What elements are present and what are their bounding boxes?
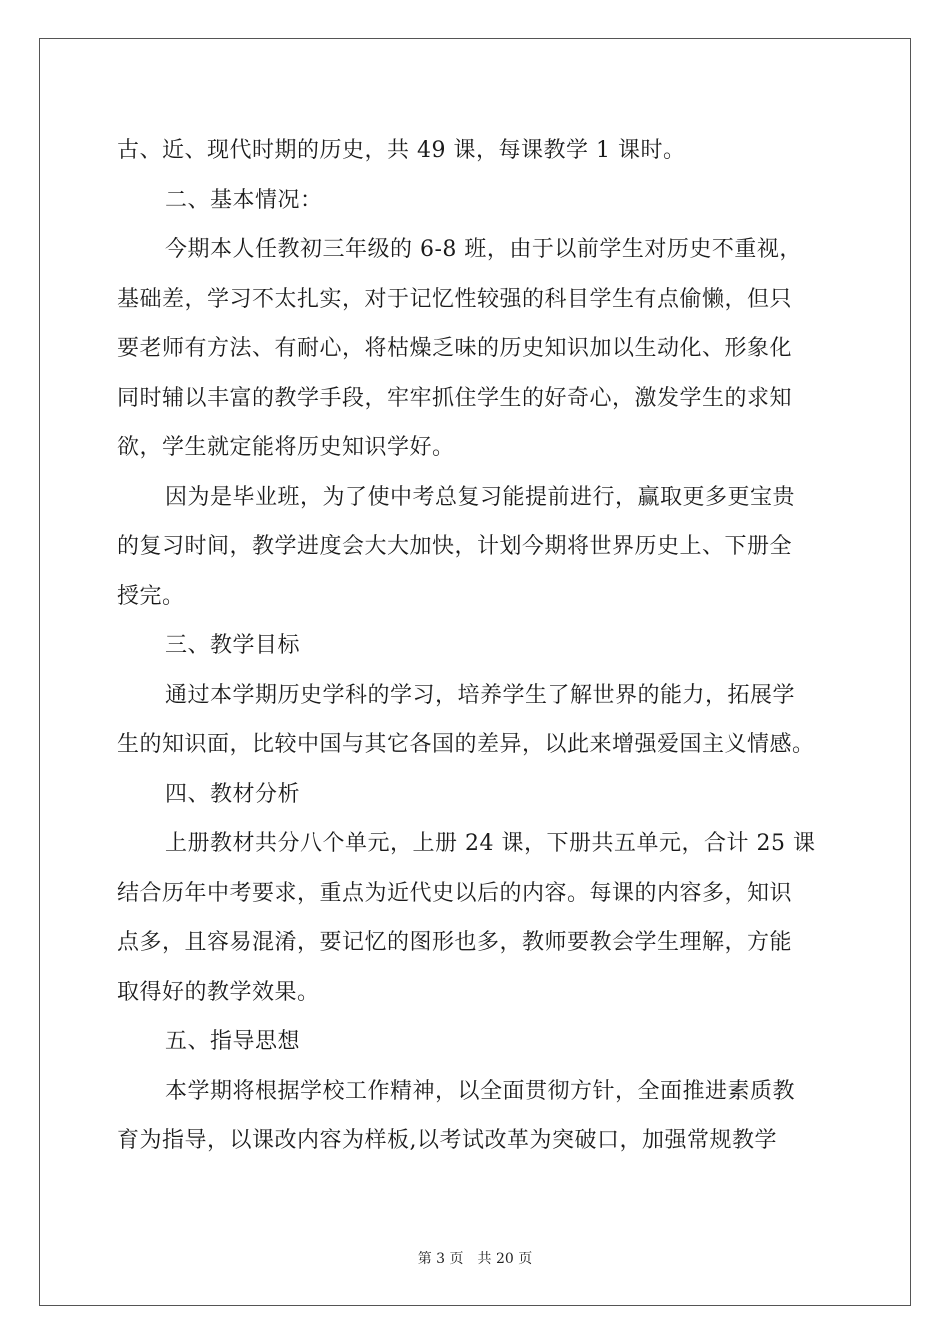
text-line: 授完。 xyxy=(117,583,185,609)
text-line: 的复习时间，教学进度会大大加快，计划今期将世界历史上、下册全 xyxy=(117,534,793,559)
text-line: 同时辅以丰富的教学手段，牢牢抓住学生的好奇心，激发学生的求知 xyxy=(117,385,793,411)
text-line: 要老师有方法、有耐心，将枯燥乏味的历史知识加以生动化、形象化 xyxy=(117,336,793,361)
text-line: 欲，学生就定能将历史知识学好。 xyxy=(117,435,455,460)
text-line: 通过本学期历史学科的学习，培养学生了解世界的能力，拓展学 xyxy=(165,682,796,708)
text-line: 基础差，学习不太扎实，对于记忆性较强的科目学生有点偷懒，但只 xyxy=(117,286,793,312)
section-heading: 四、教材分析 xyxy=(165,781,301,807)
page-footer xyxy=(0,1248,950,1268)
section-heading: 三、教学目标 xyxy=(165,633,301,658)
text-line: 因为是毕业班，为了使中考总复习能提前进行，赢取更多更宝贵 xyxy=(165,484,796,510)
section-heading: 五、指导思想 xyxy=(165,1029,301,1054)
text-line: 结合历年中考要求，重点为近代史以后的内容。每课的内容多，知识 xyxy=(117,880,793,906)
text-line: 生的知识面，比较中国与其它各国的差异，以此来增强爱国主义情感。 xyxy=(117,732,815,757)
page-number: 第 3 页 xyxy=(417,1251,464,1267)
text-line: 取得好的教学效果。 xyxy=(117,979,320,1005)
section-heading: 二、基本情况： xyxy=(165,187,323,213)
text-line: 今期本人任教初三年级的 6-8 班，由于以前学生对历史不重视， xyxy=(165,237,802,262)
document-body xyxy=(117,126,837,1166)
text-line: 育为指导，以课改内容为样板,以考试改革为突破口，加强常规教学 xyxy=(117,1128,777,1153)
text-line: 古、近、现代时期的历史，共 49 课，每课教学 1 课时。 xyxy=(117,138,686,163)
text-line: 上册教材共分八个单元，上册 24 课，下册共五单元，合计 25 课 xyxy=(165,831,816,856)
text-line: 本学期将根据学校工作精神，以全面贯彻方针，全面推进素质教 xyxy=(165,1078,796,1104)
page-total: 共 20 页 xyxy=(477,1251,533,1267)
text-line: 点多，且容易混淆，要记忆的图形也多，教师要教会学生理解，方能 xyxy=(117,930,793,955)
